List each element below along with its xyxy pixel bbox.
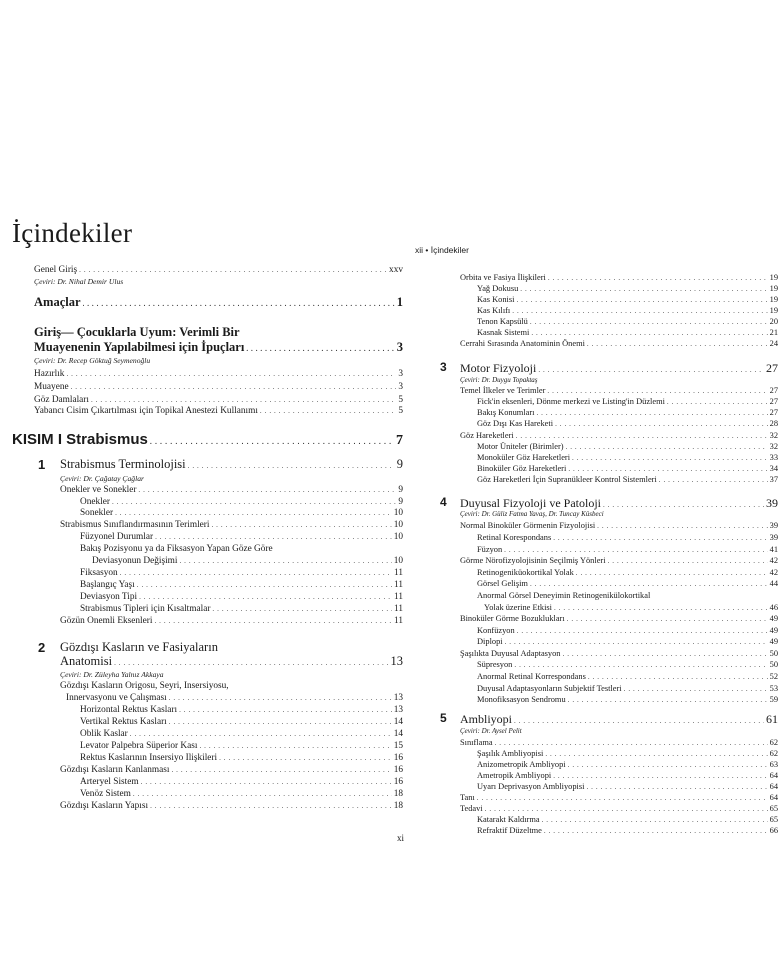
entry-title: Duyusal Adaptasyonların Subjektif Testleri: [477, 684, 622, 693]
entry-page: 32: [769, 431, 778, 440]
entry-page: 19: [769, 295, 778, 304]
entry-title: Bakış Pozisyonu ya da Fiksasyon Yapan Göze Göre: [80, 544, 273, 554]
toc-entry: [460, 273, 778, 283]
toc-entry: [460, 793, 778, 803]
translator-credit: [460, 376, 778, 385]
entry-page: 49: [769, 614, 778, 623]
dot-leader: [545, 749, 767, 759]
entry-page: 27: [769, 386, 778, 395]
dot-leader: [530, 317, 768, 327]
entry-page: 9: [398, 485, 403, 495]
entry-page: 19: [769, 284, 778, 293]
entry-title: Görsel Gelişim: [477, 579, 528, 588]
toc-entry: [460, 649, 778, 659]
entry-title: Strabismus Tipleri için Kısaltmalar: [80, 604, 211, 614]
entry-page: 42: [769, 568, 778, 577]
dot-leader: [572, 453, 768, 463]
entry-title: Horizontal Rektus Kasları: [80, 705, 178, 715]
toc-entry: [477, 591, 778, 601]
toc-entry: [460, 614, 778, 624]
toc-entry: [477, 684, 778, 694]
dot-leader: [504, 545, 768, 555]
entry-page: 14: [393, 729, 403, 739]
toc-entry: [477, 695, 778, 705]
translator-credit: [460, 727, 778, 736]
entry-title: Katarakt Kaldırma: [477, 815, 540, 824]
entry-title: Kas Kılıfı: [477, 306, 511, 315]
dot-leader: [514, 660, 767, 670]
entry-page: 50: [769, 649, 778, 658]
entry-page: 32: [769, 442, 778, 451]
entry-title: Konfüzyon: [477, 626, 515, 635]
entry-page: 33: [769, 453, 778, 462]
entry-title: Süpresyon: [477, 660, 513, 669]
entry-title: Gözdışı Kasların Kanlanması: [60, 765, 170, 775]
entry-page: 11: [394, 568, 403, 578]
entry-page: 10: [393, 520, 403, 530]
entry-title: Tenon Kapsülü: [477, 317, 528, 326]
entry-title: Kas Konisi: [477, 295, 515, 304]
entry-title: Diplopi: [477, 637, 503, 646]
dot-leader: [514, 712, 764, 726]
dot-leader: [568, 760, 768, 770]
entry-title: Levator Palpebra Süperior Kası: [80, 741, 198, 751]
entry-title: Binoküler Göz Hareketleri: [477, 464, 567, 473]
entry-page: 21: [769, 328, 778, 337]
toc-entry: [477, 533, 778, 543]
entry-title: Çeviri: Dr. Duygu Topaktaş: [460, 376, 538, 384]
entry-title: Yolak üzerine Etkisi: [484, 603, 553, 612]
toc-entry: [477, 568, 778, 578]
entry-title: Anizometropik Ambliyopi: [477, 760, 566, 769]
dot-leader: [555, 419, 768, 429]
chapter-number: 4: [440, 495, 447, 509]
toc-entry: [477, 284, 778, 294]
entry-title: Fick'in eksenleri, Dönme merkezi ve Listing'in Düzlemi: [477, 397, 665, 406]
entry-title: Giriş— Çocuklarla Uyum: Verimli Bir: [34, 325, 240, 339]
entry-title: Gözün Önemli Eksenleri: [60, 616, 153, 626]
dot-leader: [530, 579, 768, 589]
toc-entry: [477, 626, 778, 636]
dot-leader: [568, 695, 768, 705]
entry-page: 64: [769, 782, 778, 791]
dot-leader: [536, 408, 767, 418]
entry-title: Arteryel Sistem: [80, 777, 139, 787]
dot-leader: [531, 328, 767, 338]
entry-title: Önekler ve Sonekler: [60, 485, 137, 495]
toc-entry: [477, 749, 778, 759]
entry-title: Motor Fizyoloji: [460, 361, 537, 375]
entry-title: Çeviri: Dr. Nihal Demir Ulus: [34, 277, 124, 286]
toc-entry: [477, 660, 778, 670]
entry-title: Ambliyopi: [460, 712, 513, 726]
entry-title: Monofiksasyon Sendromu: [477, 695, 566, 704]
entry-title: Normal Binoküler Görmenin Fizyolojisi: [460, 521, 596, 530]
entry-title: Önekler: [80, 497, 110, 507]
toc-entry: [477, 815, 778, 825]
toc-entry: [460, 431, 778, 441]
entry-page: 10: [393, 508, 403, 518]
entry-page: 11: [394, 616, 403, 626]
entry-title: Duyusal Fizyoloji ve Patoloji: [460, 496, 601, 510]
entry-page: 5: [398, 406, 403, 416]
dot-leader: [566, 442, 768, 452]
entry-title: İnnervasyonu ve Çalışması: [66, 693, 167, 703]
entry-title: Oblik Kaslar: [80, 729, 128, 739]
dot-leader: [520, 284, 767, 294]
entry-title: Cerrahi Sırasında Anatominin Önemi: [460, 339, 585, 348]
entry-title: Şaşılık Ambliyopisi: [477, 749, 544, 758]
dot-leader: [505, 637, 768, 647]
entry-title: Anormal Retinal Korrespondans: [477, 672, 586, 681]
toc-entry: [477, 408, 778, 418]
entry-page: 16: [393, 765, 403, 775]
entry-title: Füzyon: [477, 545, 503, 554]
running-head: xii • İçindekiler: [415, 245, 469, 255]
toc-entry: [477, 419, 778, 429]
entry-title: Gözdışı Kasların Origosu, Seyri, İnsersiyosu,: [60, 681, 229, 691]
entry-title: Yağ Dokusu: [477, 284, 519, 293]
toc-entry: [460, 804, 778, 814]
entry-title: Temel İlkeler ve Terimler: [460, 386, 546, 395]
toc-entry: [477, 782, 778, 792]
dot-leader: [485, 804, 768, 814]
dot-leader: [517, 626, 768, 636]
toc-entry: [477, 771, 778, 781]
chapter-number: 5: [440, 711, 447, 725]
entry-page: 3: [398, 369, 403, 379]
entry-page: 13: [393, 705, 403, 715]
entry-page: 39: [769, 533, 778, 542]
entry-title: Çeviri: Dr. Güliz Fatma Yavaş, Dr. Tuncay Küsbeci: [460, 510, 604, 518]
dot-leader: [516, 431, 768, 441]
entry-page: 64: [769, 771, 778, 780]
dot-leader: [477, 793, 768, 803]
entry-title: Fiksasyon: [80, 568, 118, 578]
entry-title: Strabismus Terminolojisi: [60, 457, 186, 471]
entry-title: Başlangıç Yaşı: [80, 580, 135, 590]
toc-entry: [484, 603, 778, 613]
dot-leader: [568, 464, 767, 474]
entry-page: 9: [398, 497, 403, 507]
dot-leader: [667, 397, 768, 407]
dot-leader: [516, 295, 767, 305]
entry-page: 10: [393, 532, 403, 542]
entry-title: Göz Dışı Kas Hareketi: [477, 419, 554, 428]
entry-title: Yabancı Cisim Çıkartılması için Topikal Anestezi Kullanımı: [34, 406, 258, 416]
entry-title: Tanı: [460, 793, 475, 802]
entry-title: Binoküler Görme Bozuklukları: [460, 614, 565, 623]
dot-leader: [587, 339, 768, 349]
entry-title: Anormal Görsel Deneyimin Retinogenikülokortikal: [477, 591, 651, 600]
toc-entry: [477, 826, 778, 836]
entry-title: Tedavi: [460, 804, 483, 813]
toc-entry: [477, 397, 778, 407]
dot-leader: [512, 306, 767, 316]
dot-leader: [659, 475, 768, 485]
entry-title: Füzyonel Durumlar: [80, 532, 154, 542]
entry-title: Motor Üniteler (Birimler): [477, 442, 564, 451]
dot-leader: [553, 533, 767, 543]
entry-page: 7: [396, 433, 403, 448]
entry-page: 9: [396, 457, 403, 471]
toc-entry: [477, 637, 778, 647]
entry-title: Ametropik Ambliyopi: [477, 771, 552, 780]
entry-page: 52: [769, 672, 778, 681]
entry-page: 14: [393, 717, 403, 727]
entry-title: Refraktif Düzeltme: [477, 826, 542, 835]
toc-entry: [477, 442, 778, 452]
entry-page: 62: [769, 749, 778, 758]
entry-page: 53: [769, 684, 778, 693]
chapter-heading: [460, 712, 778, 726]
toc-entry: [477, 453, 778, 463]
entry-page: 39: [769, 521, 778, 530]
entry-page: 27: [769, 408, 778, 417]
dot-leader: [538, 361, 764, 375]
toc-entry: [460, 339, 778, 349]
entry-page: 64: [769, 793, 778, 802]
entry-title: Sonekler: [80, 508, 114, 518]
entry-page: 63: [769, 760, 778, 769]
entry-page: 27: [766, 361, 778, 375]
entry-page: 66: [769, 826, 778, 835]
entry-title: Muayenenin Yapılabilmesi için İpuçları: [34, 340, 245, 354]
entry-title: Retinogeniküokortikal Yolak: [477, 568, 574, 577]
dot-leader: [588, 672, 768, 682]
entry-title: Sınıflama: [460, 738, 493, 747]
entry-title: Gözdışı Kasların Yapısı: [60, 801, 149, 811]
entry-page: 49: [769, 637, 778, 646]
entry-title: Çeviri: Dr. Recep Göktuğ Seymenoğlu: [34, 356, 151, 365]
entry-title: Muayene: [34, 382, 69, 392]
dot-leader: [624, 684, 768, 694]
toc-entry: [460, 386, 778, 396]
entry-title: Anatomisi: [60, 654, 113, 668]
entry-title: Çeviri: Dr. Züleyha Yalnız Akkaya: [60, 670, 164, 679]
entry-title: Göz Damlaları: [34, 395, 89, 405]
entry-title: Uyarı Deprivasyon Ambliyopisi: [477, 782, 585, 791]
entry-page: 50: [769, 660, 778, 669]
entry-title: Bakış Konumları: [477, 408, 535, 417]
dot-leader: [608, 556, 768, 566]
dot-leader: [586, 782, 767, 792]
toc-entry: [477, 317, 778, 327]
chapter-number: 3: [440, 360, 447, 374]
entry-page: 41: [769, 545, 778, 554]
dot-leader: [542, 815, 768, 825]
entry-page: 1: [396, 295, 403, 309]
toc-entry: [460, 521, 778, 531]
toc-entry: [477, 306, 778, 316]
entry-page: 28: [769, 419, 778, 428]
entry-page: 62: [769, 738, 778, 747]
entry-page: 65: [769, 815, 778, 824]
chapter-number: 1: [38, 457, 46, 472]
entry-page: 65: [769, 804, 778, 813]
entry-title: Şaşılıkta Duyusal Adaptasyon: [460, 649, 561, 658]
entry-title: Vertikal Rektus Kasları: [80, 717, 167, 727]
entry-title: Deviasyon Tipi: [80, 592, 138, 602]
entry-page: 18: [393, 801, 403, 811]
entry-page: 27: [769, 397, 778, 406]
entry-page: 16: [393, 777, 403, 787]
toc-entry: [460, 556, 778, 566]
entry-page: 59: [769, 695, 778, 704]
entry-title: Rektus Kaslarının İnsersiyo İlişkileri: [80, 753, 218, 763]
dot-leader: [603, 496, 764, 510]
entry-title: Çeviri: Dr. Çağatay Çağlar: [60, 474, 144, 483]
entry-title: Venöz Sistem: [80, 789, 131, 799]
dot-leader: [548, 273, 768, 283]
toc-entry: [460, 738, 778, 748]
entry-title: Genel Giriş: [34, 265, 78, 275]
entry-page: 42: [769, 556, 778, 565]
chapter-heading: [460, 496, 778, 510]
chapter-heading: [460, 361, 778, 375]
entry-page: 24: [769, 339, 778, 348]
entry-page: 11: [394, 604, 403, 614]
toc-entry: [477, 760, 778, 770]
dot-leader: [576, 568, 768, 578]
toc-entry: [477, 672, 778, 682]
entry-title: Görme Nörofizyolojisinin Seçilmiş Yönleri: [460, 556, 606, 565]
entry-title: Kasnak Sistemi: [477, 328, 530, 337]
dot-leader: [563, 649, 768, 659]
entry-page: 11: [394, 592, 403, 602]
entry-page: 19: [769, 273, 778, 282]
entry-title: Strabismus Sınıflandırmasının Terimleri: [60, 520, 210, 530]
page-title: İçindekiler: [12, 218, 133, 248]
dot-leader: [547, 386, 767, 396]
toc-entry: [477, 295, 778, 305]
entry-page: 37: [769, 475, 778, 484]
toc-entry: [477, 545, 778, 555]
toc-entry: [477, 328, 778, 338]
entry-title: Göz Hareketleri İçin Supranükleer Kontrol Sistemleri: [477, 475, 657, 484]
entry-page: 49: [769, 626, 778, 635]
dot-leader: [495, 738, 768, 748]
entry-title: Deviasyonun Değişimi: [92, 556, 178, 566]
dot-leader: [553, 771, 767, 781]
entry-title: Göz Hareketleri: [460, 431, 514, 440]
entry-title: Gözdışı Kasların ve Fasiyaların: [60, 640, 218, 654]
entry-title: Retinal Korespondans: [477, 533, 552, 542]
toc-entry: [477, 579, 778, 589]
entry-title: Orbita ve Fasiya İlişkileri: [460, 273, 546, 282]
entry-page: 13: [390, 654, 403, 668]
entry-page: 15: [393, 741, 403, 751]
entry-page: 34: [769, 464, 778, 473]
page-number: xi: [397, 833, 405, 843]
entry-page: 11: [394, 580, 403, 590]
entry-page: 3: [398, 382, 403, 392]
dot-leader: [554, 603, 768, 613]
entry-page: 44: [769, 579, 778, 588]
dot-leader: [544, 826, 768, 836]
entry-title: Çeviri: Dr. Aysel Pelit: [460, 727, 522, 735]
entry-title: Hazırlık: [34, 369, 65, 379]
entry-page: 19: [769, 306, 778, 315]
toc-entry: [477, 464, 778, 474]
entry-title: Monoküler Göz Hareketleri: [477, 453, 571, 462]
translator-credit: [460, 510, 778, 519]
entry-page: 39: [766, 496, 778, 510]
entry-title: KISIM I Strabismus: [12, 431, 148, 448]
chapter-number: 2: [38, 640, 46, 655]
entry-page: 3: [396, 340, 403, 354]
entry-page: 10: [393, 556, 403, 566]
entry-page: xxv: [389, 265, 403, 275]
entry-page: 46: [769, 603, 778, 612]
entry-page: 5: [398, 395, 403, 405]
dot-leader: [567, 614, 768, 624]
entry-title: Amaçlar: [34, 295, 81, 309]
dot-leader: [597, 521, 767, 531]
toc-entry: [477, 475, 778, 485]
entry-page: 13: [393, 693, 403, 703]
entry-page: 20: [769, 317, 778, 326]
entry-page: 16: [393, 753, 403, 763]
entry-page: 18: [393, 789, 403, 799]
entry-page: 61: [766, 712, 778, 726]
